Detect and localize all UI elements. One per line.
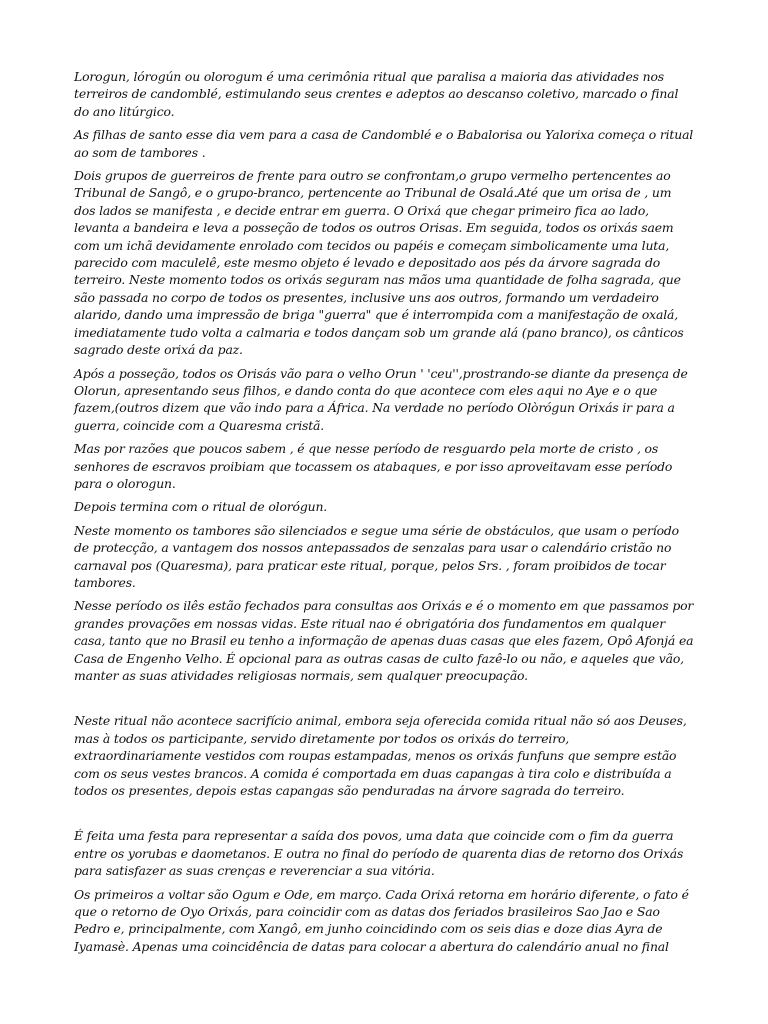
paragraph-primeiros-voltar: Os primeiros a voltar são Ogum e Ode, em março. Cada Orixá retorna em horário diferente, o fato é que o retorno de Oyo Orixás, para coincidir com as datas dos feriados brasileiros Sao Jao e Sao Pedro e, principalmente, com Xangô, em junho coincidindo com os seis dias e doze dias Ayra de Iyamasè. Apenas uma coincidência de datas para colocar a abertura do calendário anual no final xyxy=(74,886,689,954)
paragraph-razoes: Mas por razões que poucos sabem , é que nesse período de resguardo pela morte de cristo , os senhores de escravos proibiam que tocassem os atabaques, e por isso aproveitavam esse período para o olorogun. xyxy=(74,441,673,491)
paragraph-intro: Lorogun, lórogún ou olorogum é uma cerimônia ritual que paralisa a maioria das atividades nos terreiros de candomblé, estimulando seus crentes e adeptos ao descanso coletivo, marcado o final do ano litúrgico. xyxy=(74,69,679,119)
paragraph-filhas-de-santo: As filhas de santo esse dia vem para a casa de Candomblé e o Babalorisa ou Yalorixa começa o ritual ao som de tambores . xyxy=(74,127,694,160)
paragraph-festa: É feita uma festa para representar a saída dos povos, uma data que coincide com o fim da guerra entre os yorubas e daometanos. E outra no final do período de quarenta dias de retorno dos Orixás para satisfazer as suas crenças e reverenciar a sua vitória. xyxy=(74,828,684,879)
paragraph-grupos-guerreiros: Dois grupos de guerreiros de frente para outro se confrontam,o grupo vermelho pertencentes ao Tribunal de Sangô, e o grupo-branco, pertencente ao Tribunal de Osalá.Até que um orisa de , um dos lados se manifesta , e decide entrar em guerra. O Orixá que chegar primeiro fica ao lado, levanta a bandeira e leva a posseção de todos os outros Orisas. Em seguida, todos os orixás saem com um ichã devidamente enrolado com tecidos ou papéis e começam simbolicamente uma luta, parecido com maculelê, este mesmo objeto é levado e depositado aos pés da árvore sagrada do terreiro. Neste momento todos os orixás seguram nas mãos uma quantidade de folha sagrada, que são passada no corpo de todos os presentes, inclusive uns aos outros, formando um verdadeiro alarido, dando uma impressão de briga "guerra" que é interrompida com a manifestação de oxalá, imediatamente tudo volta a calmaria e todos dançam sob um grande alá (pano branco), os cânticos sagrado deste orixá da paz. xyxy=(74,168,684,358)
paragraph-iles-fechados: Nesse período os ilês estão fechados para consultas aos Orixás e é o momento em que passamos por grandes provações em nossas vidas. Este ritual nao é obrigatória dos fundamentos em qualquer casa, tanto que no Brasil eu tenho a informação de apenas duas casas que eles fazem, Opô Afonjá ea Casa de Engenho Velho. É opcional para as outras casas de culto fazê-lo ou não, e aqueles que vão, manter as suas atividades religiosas normais, sem qualquer preocupação. xyxy=(74,598,694,683)
paragraph-possecao: Após a posseção, todos os Orisás vão para o velho Orun ' 'ceu'',prostrando-se diante da presença de Olorun, apresentando seus filhos, e dando conta do que acontece com eles aqui no Aye e o que fazem,(outros dizem que vão indo para a África. Na verdade no período Olòrógun Orixás ir para a guerra, coincide com a Quaresma cristã. xyxy=(74,365,688,433)
document-page xyxy=(74,68,696,961)
paragraph-termina: Depois termina com o ritual de olorógun. xyxy=(74,499,328,515)
paragraph-tambores-silenciados: Neste momento os tambores são silenciados e segue uma série de obstáculos, que usam o período de protecção, a vantagem dos nossos antepassados de senzalas para usar o calendário cristão no carnaval pos (Quaresma), para praticar este ritual, porque, pelos Srs. , foram proibidos de tocar tambores. xyxy=(74,522,679,590)
paragraph-sacrificio: Neste ritual não acontece sacrifício animal, embora seja oferecida comida ritual não só aos Deuses, mas à todos os participante, servido diretamente por todos os orixás do terreiro, extraordinariamente vestidos com roupas estampadas, menos os orixás funfuns que sempre estão com os seus vestes brancos. A comida é comportada em duas capangas à tira colo e distribuída a todos os presentes, depois estas capangas são penduradas na árvore sagrada do terreiro. xyxy=(74,713,687,799)
